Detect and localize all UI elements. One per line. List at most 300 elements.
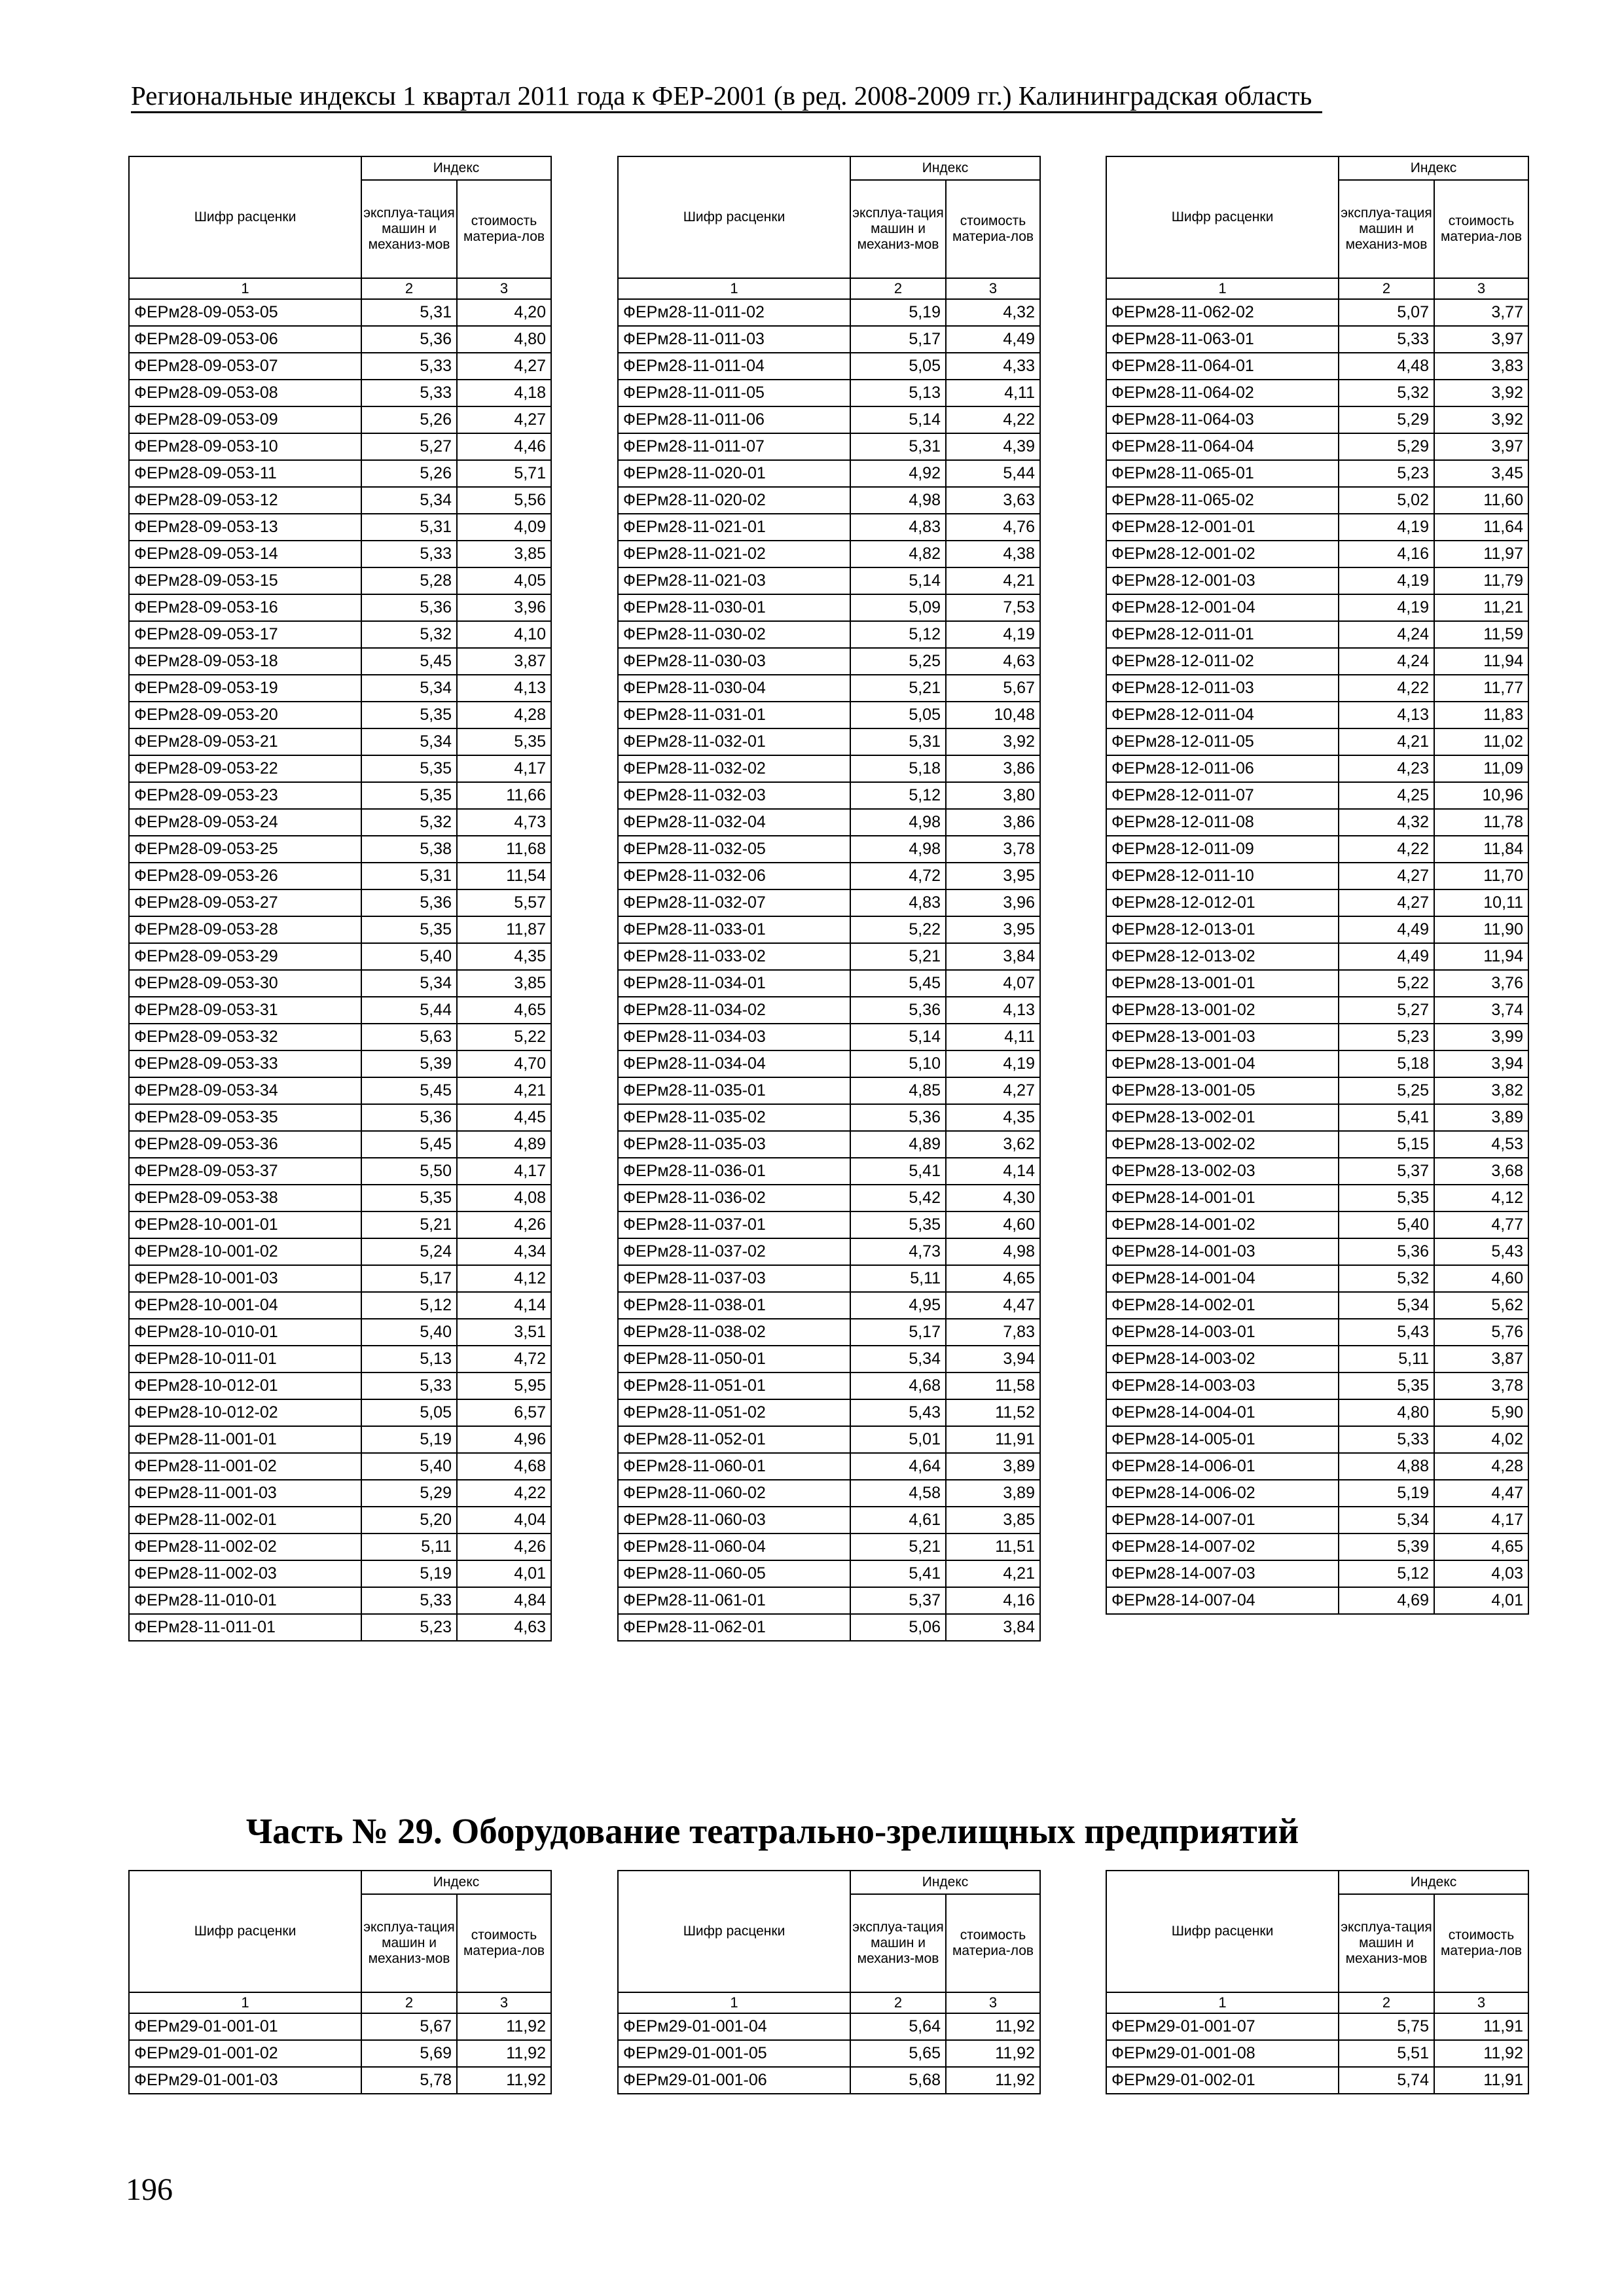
rate-code: ФЕРм29-01-001-01 [129, 2013, 361, 2040]
rate-code: ФЕРм28-12-013-01 [1106, 916, 1339, 943]
index-materials: 3,97 [1434, 326, 1528, 353]
column-number: 1 [1106, 1992, 1339, 2013]
table-row [618, 2067, 1040, 2094]
rate-code: ФЕРм28-12-011-10 [1106, 863, 1339, 889]
table-row [618, 380, 1040, 406]
rate-code: ФЕРм28-10-001-04 [129, 1292, 361, 1319]
rate-code: ФЕРм28-11-064-02 [1106, 380, 1339, 406]
table-row [618, 1077, 1040, 1104]
index-machines: 5,43 [1339, 1319, 1434, 1346]
index-machines: 5,35 [850, 1211, 946, 1238]
table-row [1106, 809, 1528, 836]
rate-code: ФЕРм28-11-050-01 [618, 1346, 850, 1372]
table-row [618, 1024, 1040, 1050]
header-row [129, 1871, 551, 1894]
rate-code: ФЕРм28-11-001-02 [129, 1453, 361, 1480]
rate-code: ФЕРм28-11-062-02 [1106, 299, 1339, 326]
index-machines: 5,31 [361, 299, 457, 326]
index-machines: 5,45 [361, 648, 457, 675]
column-number: 1 [129, 1992, 361, 2013]
table-row [1106, 1024, 1528, 1050]
index-machines: 5,38 [361, 836, 457, 863]
index-machines: 5,64 [850, 2013, 946, 2040]
index-materials: 3,96 [946, 889, 1040, 916]
table-row [1106, 836, 1528, 863]
table-row [1106, 299, 1528, 326]
index-materials: 4,65 [1434, 1534, 1528, 1560]
rate-code: ФЕРм28-13-001-05 [1106, 1077, 1339, 1104]
index-materials: 4,72 [457, 1346, 551, 1372]
header-code: Шифр расценки [129, 156, 361, 278]
rate-code: ФЕРм28-13-001-03 [1106, 1024, 1339, 1050]
rate-code: ФЕРм28-09-053-08 [129, 380, 361, 406]
rate-code: ФЕРм28-11-032-06 [618, 863, 850, 889]
rate-code: ФЕРм28-09-053-21 [129, 728, 361, 755]
rate-code: ФЕРм29-01-002-01 [1106, 2067, 1339, 2094]
table-row [129, 916, 551, 943]
table-row [129, 567, 551, 594]
rate-code: ФЕРм28-09-053-32 [129, 1024, 361, 1050]
index-materials: 11,79 [1434, 567, 1528, 594]
index-machines: 5,36 [1339, 1238, 1434, 1265]
index-machines: 5,25 [850, 648, 946, 675]
index-machines: 5,19 [361, 1426, 457, 1453]
index-machines: 5,32 [1339, 1265, 1434, 1292]
index-machines: 5,05 [850, 702, 946, 728]
index-machines: 5,12 [850, 621, 946, 648]
rate-code: ФЕРм28-12-011-05 [1106, 728, 1339, 755]
rate-code: ФЕРм29-01-001-07 [1106, 2013, 1339, 2040]
table-row [129, 1050, 551, 1077]
table-row [129, 755, 551, 782]
rate-code: ФЕРм28-14-007-01 [1106, 1507, 1339, 1534]
index-machines: 5,05 [850, 353, 946, 380]
rate-code: ФЕРм28-11-011-06 [618, 406, 850, 433]
table-row [1106, 406, 1528, 433]
index-materials: 4,21 [457, 1077, 551, 1104]
index-machines: 5,35 [361, 782, 457, 809]
rate-code: ФЕРм28-11-030-02 [618, 621, 850, 648]
index-materials: 7,83 [946, 1319, 1040, 1346]
table-row [1106, 1238, 1528, 1265]
rate-code: ФЕРм28-11-021-02 [618, 541, 850, 567]
index-machines: 5,39 [1339, 1534, 1434, 1560]
index-materials: 4,13 [457, 675, 551, 702]
index-materials: 4,47 [1434, 1480, 1528, 1507]
index-materials: 11,54 [457, 863, 551, 889]
index-materials: 5,44 [946, 460, 1040, 487]
index-materials: 5,35 [457, 728, 551, 755]
table-row [618, 1158, 1040, 1185]
page-title: Региональные индексы 1 квартал 2011 года к ФЕР-2001 (в ред. 2008-2009 гг.) Калининградская область [131, 80, 1322, 113]
table-row [618, 648, 1040, 675]
index-machines: 5,50 [361, 1158, 457, 1185]
rate-code: ФЕРм28-11-036-02 [618, 1185, 850, 1211]
table-row [129, 2013, 551, 2040]
table-row [1106, 1534, 1528, 1560]
header-code: Шифр расценки [618, 156, 850, 278]
index-materials: 11,87 [457, 916, 551, 943]
index-materials: 4,73 [457, 809, 551, 836]
index-machines: 5,33 [1339, 326, 1434, 353]
table-row [129, 1534, 551, 1560]
index-machines: 4,21 [1339, 728, 1434, 755]
table-row [1106, 1185, 1528, 1211]
index-materials: 4,32 [946, 299, 1040, 326]
table-row [1106, 1077, 1528, 1104]
index-materials: 3,95 [946, 916, 1040, 943]
index-materials: 4,34 [457, 1238, 551, 1265]
rate-code: ФЕРм28-10-012-02 [129, 1399, 361, 1426]
rate-code: ФЕРм28-12-011-01 [1106, 621, 1339, 648]
table-row [618, 299, 1040, 326]
index-machines: 5,34 [361, 487, 457, 514]
rate-code: ФЕРм28-09-053-28 [129, 916, 361, 943]
table-row [618, 1614, 1040, 1641]
index-materials: 4,26 [457, 1211, 551, 1238]
table-row [1106, 1480, 1528, 1507]
table-row [1106, 1211, 1528, 1238]
index-machines: 5,32 [361, 809, 457, 836]
index-machines: 5,35 [361, 1185, 457, 1211]
index-machines: 5,33 [1339, 1426, 1434, 1453]
table-row [1106, 675, 1528, 702]
table-row [1106, 1158, 1528, 1185]
table-row [1106, 541, 1528, 567]
index-machines: 5,23 [361, 1614, 457, 1641]
index-machines: 4,13 [1339, 702, 1434, 728]
index-materials: 4,10 [457, 621, 551, 648]
rate-code: ФЕРм28-09-053-07 [129, 353, 361, 380]
index-machines: 5,69 [361, 2040, 457, 2067]
rate-code: ФЕРм28-11-033-02 [618, 943, 850, 970]
index-machines: 4,82 [850, 541, 946, 567]
column-number: 2 [1339, 278, 1434, 299]
rate-code: ФЕРм28-10-001-03 [129, 1265, 361, 1292]
index-machines: 5,45 [850, 970, 946, 997]
header-row [129, 278, 551, 299]
rate-code: ФЕРм28-09-053-31 [129, 997, 361, 1024]
rate-code: ФЕРм28-14-007-03 [1106, 1560, 1339, 1587]
rate-code: ФЕРм29-01-001-03 [129, 2067, 361, 2094]
rate-code: ФЕРм28-14-001-03 [1106, 1238, 1339, 1265]
table-row [1106, 487, 1528, 514]
rate-code: ФЕРм28-11-064-01 [1106, 353, 1339, 380]
header-row [618, 278, 1040, 299]
rate-code: ФЕРм28-11-032-07 [618, 889, 850, 916]
index-materials: 4,01 [457, 1560, 551, 1587]
rate-code: ФЕРм28-11-030-01 [618, 594, 850, 621]
index-machines: 5,36 [361, 1104, 457, 1131]
index-materials: 11,94 [1434, 648, 1528, 675]
section-title: Часть № 29. Оборудование театрально-зрелищных предприятий [245, 1811, 1299, 1851]
table-row [129, 836, 551, 863]
index-machines: 5,22 [1339, 970, 1434, 997]
index-machines: 5,43 [850, 1399, 946, 1426]
rate-code: ФЕРм28-11-063-01 [1106, 326, 1339, 353]
index-machines: 4,49 [1339, 916, 1434, 943]
index-materials: 4,12 [457, 1265, 551, 1292]
table-row [129, 299, 551, 326]
table-row [618, 702, 1040, 728]
header-materials: стоимость материа-лов [457, 180, 551, 278]
index-materials: 4,39 [946, 433, 1040, 460]
table-row [1106, 1104, 1528, 1131]
index-machines: 5,36 [361, 326, 457, 353]
table-row [129, 1480, 551, 1507]
rate-code: ФЕРм29-01-001-04 [618, 2013, 850, 2040]
rate-code: ФЕРм28-11-002-03 [129, 1560, 361, 1587]
rate-code: ФЕРм28-09-053-23 [129, 782, 361, 809]
index-machines: 4,69 [1339, 1587, 1434, 1614]
index-machines: 5,32 [361, 621, 457, 648]
table-row [1106, 353, 1528, 380]
rate-code: ФЕРм28-11-011-03 [618, 326, 850, 353]
index-machines: 5,68 [850, 2067, 946, 2094]
rate-code: ФЕРм28-11-033-01 [618, 916, 850, 943]
index-materials: 7,53 [946, 594, 1040, 621]
column-number: 2 [361, 1992, 457, 2013]
index-materials: 4,47 [946, 1292, 1040, 1319]
index-machines: 5,40 [361, 943, 457, 970]
table-row [618, 755, 1040, 782]
table-row [618, 1372, 1040, 1399]
table-row [1106, 1399, 1528, 1426]
header-code: Шифр расценки [618, 1871, 850, 1992]
index-machines: 5,78 [361, 2067, 457, 2094]
header-row [1106, 278, 1528, 299]
table-row [618, 1399, 1040, 1426]
column-number: 1 [1106, 278, 1339, 299]
index-machines: 4,98 [850, 836, 946, 863]
index-materials: 3,78 [946, 836, 1040, 863]
index-materials: 4,89 [457, 1131, 551, 1158]
table-row [1106, 2067, 1528, 2094]
table-row [129, 433, 551, 460]
table-row [1106, 702, 1528, 728]
column-number: 2 [850, 278, 946, 299]
table-row [618, 916, 1040, 943]
column-number: 1 [129, 278, 361, 299]
rate-code: ФЕРм28-12-012-01 [1106, 889, 1339, 916]
header-machines: эксплуа-тация машин и механиз-мов [361, 180, 457, 278]
rate-code: ФЕРм28-09-053-18 [129, 648, 361, 675]
index-machines: 4,80 [1339, 1399, 1434, 1426]
rate-code: ФЕРм28-11-037-02 [618, 1238, 850, 1265]
index-machines: 5,42 [850, 1185, 946, 1211]
rate-code: ФЕРм28-11-021-03 [618, 567, 850, 594]
index-machines: 5,40 [1339, 1211, 1434, 1238]
rate-code: ФЕРм28-09-053-33 [129, 1050, 361, 1077]
index-materials: 4,13 [946, 997, 1040, 1024]
index-materials: 4,96 [457, 1426, 551, 1453]
rate-code: ФЕРм28-11-064-03 [1106, 406, 1339, 433]
table-row [618, 782, 1040, 809]
table-row [1106, 1050, 1528, 1077]
index-machines: 5,20 [361, 1507, 457, 1534]
table-row [618, 514, 1040, 541]
header-machines: эксплуа-тация машин и механиз-мов [850, 180, 946, 278]
rate-code: ФЕРм28-09-053-10 [129, 433, 361, 460]
index-machines: 5,21 [850, 1534, 946, 1560]
rate-code: ФЕРм28-11-032-05 [618, 836, 850, 863]
rate-code: ФЕРм28-09-053-38 [129, 1185, 361, 1211]
index-materials: 3,85 [457, 970, 551, 997]
index-materials: 3,95 [946, 863, 1040, 889]
table-row [1106, 621, 1528, 648]
table-row [618, 1507, 1040, 1534]
index-materials: 4,22 [946, 406, 1040, 433]
rate-code: ФЕРм28-09-053-25 [129, 836, 361, 863]
table-row [1106, 380, 1528, 406]
index-machines: 5,26 [361, 406, 457, 433]
rate-code: ФЕРм28-09-053-35 [129, 1104, 361, 1131]
table-row [1106, 782, 1528, 809]
index-materials: 3,89 [946, 1453, 1040, 1480]
index-machines: 5,35 [361, 755, 457, 782]
index-materials: 11,92 [946, 2013, 1040, 2040]
header-machines: эксплуа-тация машин и механиз-мов [1339, 180, 1434, 278]
index-materials: 4,18 [457, 380, 551, 406]
rate-code: ФЕРм28-09-053-05 [129, 299, 361, 326]
index-machines: 5,51 [1339, 2040, 1434, 2067]
rate-code: ФЕРм28-11-032-01 [618, 728, 850, 755]
index-materials: 3,84 [946, 1614, 1040, 1641]
index-materials: 4,33 [946, 353, 1040, 380]
index-machines: 5,17 [850, 1319, 946, 1346]
index-materials: 4,27 [457, 353, 551, 380]
index-materials: 5,43 [1434, 1238, 1528, 1265]
header-index: Индекс [1339, 156, 1528, 180]
header-row [618, 1871, 1040, 1894]
index-materials: 4,76 [946, 514, 1040, 541]
index-machines: 5,11 [1339, 1346, 1434, 1372]
index-machines: 5,31 [361, 514, 457, 541]
rate-code: ФЕРм28-11-020-02 [618, 487, 850, 514]
index-machines: 5,21 [850, 675, 946, 702]
index-materials: 3,99 [1434, 1024, 1528, 1050]
index-machines: 5,34 [361, 675, 457, 702]
table-row [129, 1507, 551, 1534]
index-materials: 3,92 [1434, 380, 1528, 406]
index-materials: 11,92 [457, 2013, 551, 2040]
index-machines: 5,37 [1339, 1158, 1434, 1185]
index-materials: 3,86 [946, 755, 1040, 782]
index-materials: 11,91 [946, 1426, 1040, 1453]
index-machines: 5,05 [361, 1399, 457, 1426]
index-materials: 4,84 [457, 1587, 551, 1614]
table-row [129, 1372, 551, 1399]
index-materials: 3,94 [1434, 1050, 1528, 1077]
page-number: 196 [126, 2172, 173, 2207]
table-row [618, 567, 1040, 594]
rate-code: ФЕРм28-12-011-06 [1106, 755, 1339, 782]
index-materials: 4,53 [1434, 1131, 1528, 1158]
index-machines: 5,01 [850, 1426, 946, 1453]
index-materials: 4,19 [946, 621, 1040, 648]
index-materials: 3,80 [946, 782, 1040, 809]
index-machines: 4,19 [1339, 514, 1434, 541]
index-materials: 3,97 [1434, 433, 1528, 460]
table-row [129, 1399, 551, 1426]
index-materials: 3,85 [946, 1507, 1040, 1534]
index-machines: 5,31 [850, 728, 946, 755]
index-machines: 5,18 [1339, 1050, 1434, 1077]
index-materials: 4,28 [457, 702, 551, 728]
table-row [1106, 997, 1528, 1024]
index-materials: 11,66 [457, 782, 551, 809]
rate-code: ФЕРм28-11-002-02 [129, 1534, 361, 1560]
index-materials: 3,82 [1434, 1077, 1528, 1104]
rate-code: ФЕРм28-11-038-01 [618, 1292, 850, 1319]
table-row [618, 1426, 1040, 1453]
rate-code: ФЕРм28-11-034-04 [618, 1050, 850, 1077]
rate-code: ФЕРм28-12-011-09 [1106, 836, 1339, 863]
index-materials: 3,51 [457, 1319, 551, 1346]
header-code: Шифр расценки [1106, 1871, 1339, 1992]
index-materials: 11,60 [1434, 487, 1528, 514]
index-materials: 4,17 [1434, 1507, 1528, 1534]
rate-code: ФЕРм28-11-034-01 [618, 970, 850, 997]
table-row [129, 1211, 551, 1238]
bottom_tables-table-3 [1106, 1870, 1529, 2094]
table-row [618, 943, 1040, 970]
table-row [1106, 567, 1528, 594]
index-materials: 4,35 [457, 943, 551, 970]
rate-code: ФЕРм29-01-001-08 [1106, 2040, 1339, 2067]
rate-code: ФЕРм28-14-004-01 [1106, 1399, 1339, 1426]
rate-code: ФЕРм28-12-011-07 [1106, 782, 1339, 809]
index-materials: 3,68 [1434, 1158, 1528, 1185]
index-machines: 5,33 [361, 353, 457, 380]
index-machines: 5,14 [850, 406, 946, 433]
table-row [129, 1131, 551, 1158]
header-machines: эксплуа-тация машин и механиз-мов [1339, 1894, 1434, 1992]
index-machines: 5,09 [850, 594, 946, 621]
table-row [1106, 970, 1528, 997]
rate-code: ФЕРм28-09-053-26 [129, 863, 361, 889]
header-row [1106, 156, 1528, 180]
table-row [129, 1024, 551, 1050]
index-machines: 4,85 [850, 1077, 946, 1104]
index-materials: 5,22 [457, 1024, 551, 1050]
index-materials: 5,76 [1434, 1319, 1528, 1346]
rate-code: ФЕРм28-13-002-01 [1106, 1104, 1339, 1131]
top_tables-table-2 [617, 156, 1041, 1641]
index-materials: 11,97 [1434, 541, 1528, 567]
index-materials: 11,91 [1434, 2013, 1528, 2040]
rate-code: ФЕРм28-09-053-22 [129, 755, 361, 782]
index-machines: 4,98 [850, 487, 946, 514]
rate-code: ФЕРм28-11-038-02 [618, 1319, 850, 1346]
index-materials: 4,21 [946, 1560, 1040, 1587]
table-row [1106, 1292, 1528, 1319]
table-row [618, 621, 1040, 648]
rate-code: ФЕРм28-09-053-17 [129, 621, 361, 648]
index-materials: 5,95 [457, 1372, 551, 1399]
table-row [129, 702, 551, 728]
index-materials: 3,92 [1434, 406, 1528, 433]
table-row [618, 1211, 1040, 1238]
rate-code: ФЕРм28-11-011-07 [618, 433, 850, 460]
table-row [1106, 1507, 1528, 1534]
table-row [1106, 1587, 1528, 1614]
index-machines: 5,45 [361, 1131, 457, 1158]
index-materials: 3,85 [457, 541, 551, 567]
table-row [1106, 514, 1528, 541]
index-materials: 4,70 [457, 1050, 551, 1077]
index-materials: 4,68 [457, 1453, 551, 1480]
